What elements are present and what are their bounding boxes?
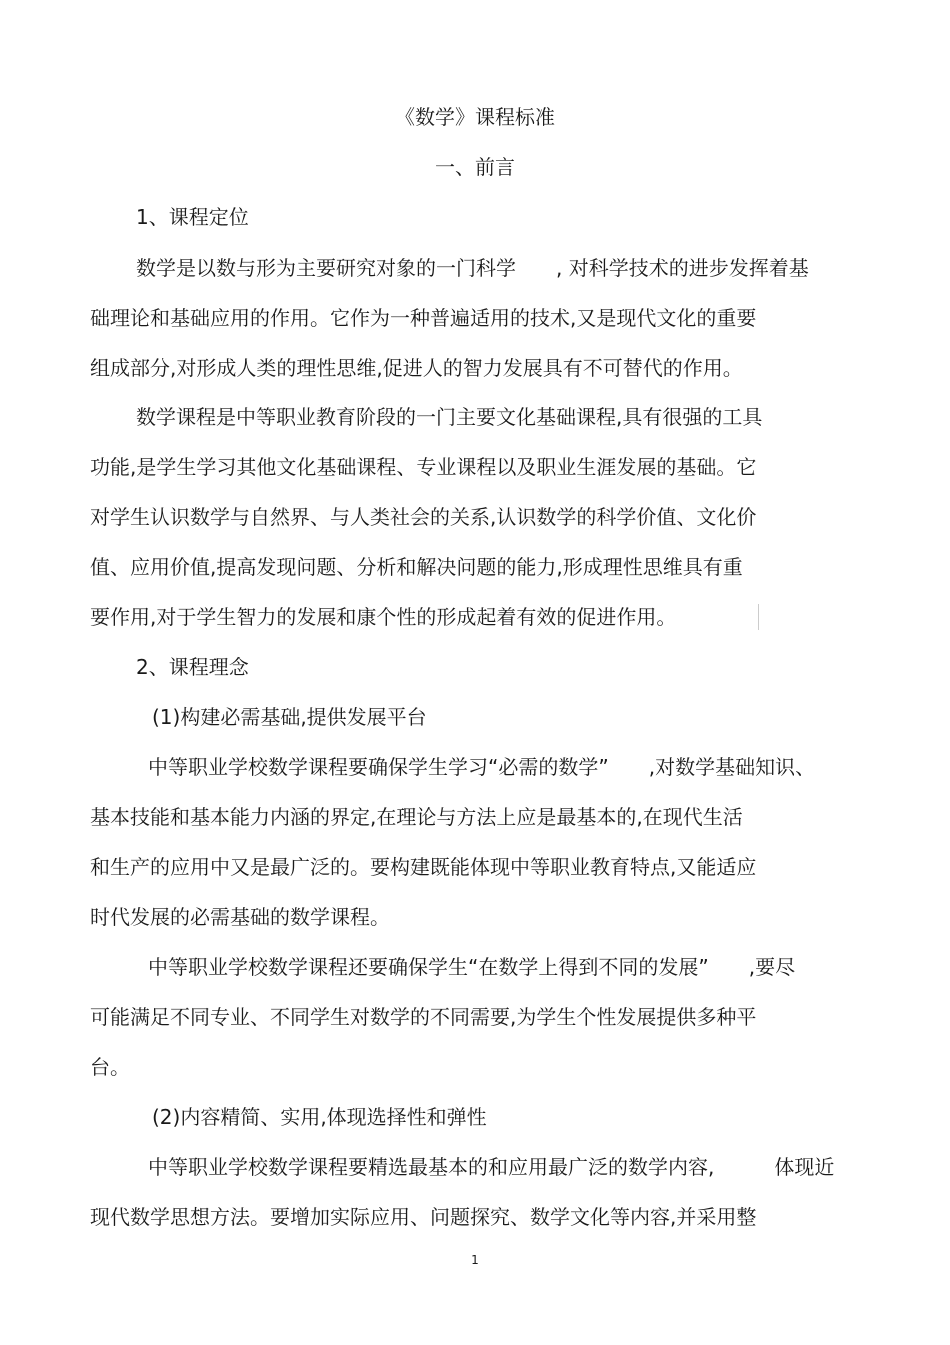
subsubsection-heading: (1)构建必需基础,提供发展平台 [152,705,427,729]
paragraph-line: 基本技能和基本能力内涵的界定,在理论与方法上应是最基本的,在现代生活 [90,805,743,829]
page-number: 1 [471,1253,479,1267]
paragraph-line: 中等职业学校数学课程要确保学生学习“必需的数学” ,对数学基础知识、 [148,755,816,779]
paragraph-line: 和生产的应用中又是最广泛的。要构建既能体现中等职业教育特点,又能适应 [90,855,757,879]
paragraph-line: 数学是以数与形为主要研究对象的一门科学 , 对科学技术的进步发挥着基 [136,256,809,280]
paragraph-line: 组成部分,对形成人类的理性思维,促进人的智力发展具有不可替代的作用。 [90,356,743,380]
subsection-heading: 1、课程定位 [136,205,249,229]
document-title: 《数学》课程标准 [395,105,555,129]
paragraph-line: 现代数学思想方法。要增加实际应用、问题探究、数学文化等内容,并采用整 [90,1205,757,1229]
paragraph-line: 数学课程是中等职业教育阶段的一门主要文化基础课程,具有很强的工具 [136,405,763,429]
paragraph-line: 对学生认识数学与自然界、与人类社会的关系,认识数学的科学价值、文化价 [90,505,757,529]
paragraph-line: 中等职业学校数学课程要精选最基本的和应用最广泛的数学内容, 体现近 [148,1155,835,1179]
paragraph-line: 台。 [90,1055,130,1079]
paragraph-line: 中等职业学校数学课程还要确保学生“在数学上得到不同的发展” ,要尽 [148,955,796,979]
subsubsection-heading: (2)内容精简、实用,体现选择性和弹性 [152,1105,487,1129]
paragraph-line: 时代发展的必需基础的数学课程。 [90,905,390,929]
subsection-heading: 2、课程理念 [136,655,249,679]
paragraph-line: 础理论和基础应用的作用。它作为一种普遍适用的技术,又是现代文化的重要 [90,306,757,330]
paragraph-line: 要作用,对于学生智力的发展和康个性的形成起着有效的促进作用。 [90,605,677,629]
section-heading: 一、前言 [435,155,515,179]
paragraph-line: 可能满足不同专业、不同学生对数学的不同需要,为学生个性发展提供多种平 [90,1005,757,1029]
paragraph-line: 功能,是学生学习其他文化基础课程、专业课程以及职业生涯发展的基础。它 [90,455,757,479]
divider [758,604,759,630]
paragraph-line: 值、应用价值,提高发现问题、分析和解决问题的能力,形成理性思维具有重 [90,555,743,579]
